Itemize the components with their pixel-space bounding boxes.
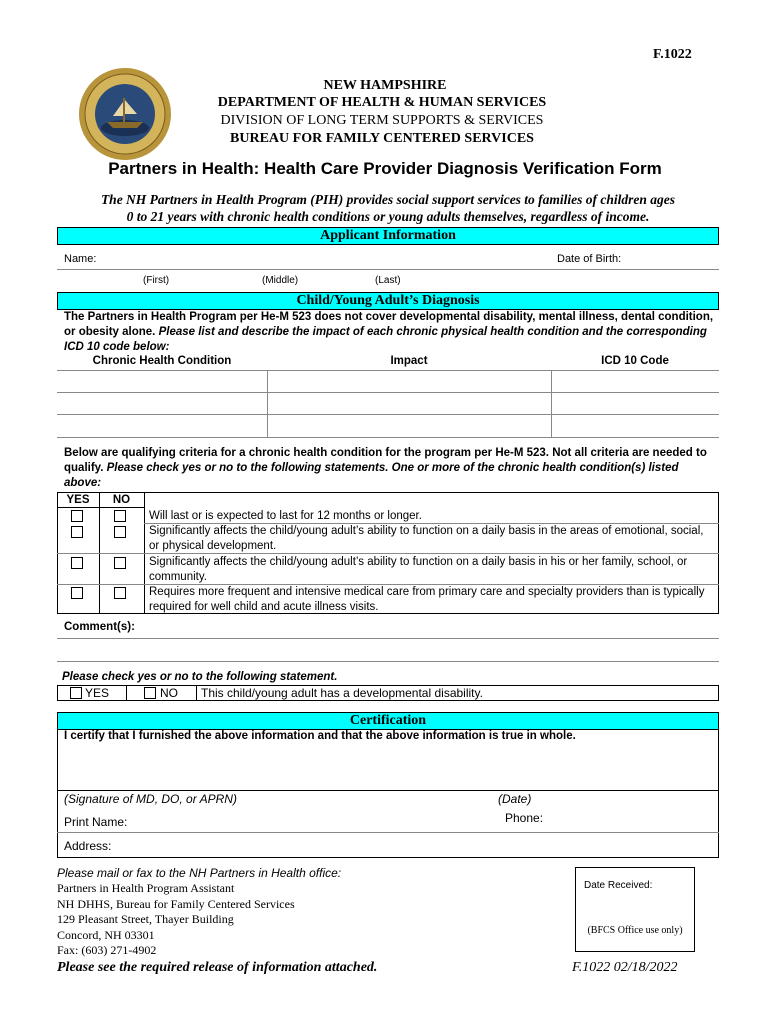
- criterion-2-text: Significantly affects the child/young adult’s ability to function on a daily basis in the areas of emotional, social, or physical development.: [149, 525, 704, 552]
- dev-disability-no-label: NO: [160, 686, 178, 700]
- mailing-line-1: Partners in Health Program Assistant: [57, 881, 235, 895]
- mailing-line-2: NH DHHS, Bureau for Family Centered Services: [57, 896, 295, 911]
- mailing-line-3: 129 Pleasant Street, Thayer Building: [57, 912, 234, 926]
- name-underline: [57, 269, 719, 270]
- criterion-2-yes-checkbox[interactable]: [71, 526, 83, 538]
- signature-line: [57, 790, 719, 791]
- signature-label: (Signature of MD, DO, or APRN): [64, 792, 237, 806]
- diagnosis-intro-italic: Please list and describe the impact of each chronic physical health condition and the corresponding ICD 10 code below:: [64, 326, 707, 353]
- applicant-section-header: Applicant Information: [57, 227, 719, 245]
- criterion-4-text: Requires more frequent and intensive medical care from primary care and specialty providers than is typically required for well child and acute illness visits.: [149, 586, 705, 613]
- icd-input-1[interactable]: [554, 373, 716, 389]
- name-input[interactable]: [100, 251, 540, 265]
- col-header-impact: Impact: [390, 355, 428, 367]
- impact-input-3[interactable]: [270, 417, 548, 434]
- certification-section-header: Certification: [57, 712, 719, 730]
- date-label: (Date): [498, 792, 532, 806]
- comments-input-2[interactable]: [60, 643, 716, 659]
- criterion-2-no-checkbox[interactable]: [114, 526, 126, 538]
- dob-label: Date of Birth:: [557, 253, 622, 265]
- last-name-hint: (Last): [375, 275, 401, 286]
- criterion-4-no-checkbox[interactable]: [114, 587, 126, 599]
- diagnosis-section-header: Child/Young Adult’s Diagnosis: [57, 292, 719, 310]
- dev-disability-no-checkbox[interactable]: [144, 687, 156, 699]
- dev-disability-divider: [126, 685, 127, 701]
- criteria-intro-italic: Please check yes or no to the following statements. One or more of the chronic health condition(s) listed above:: [64, 462, 679, 489]
- release-note: Please see the required release of information attached.: [57, 960, 378, 975]
- icd-input-2[interactable]: [554, 395, 716, 411]
- impact-input-1[interactable]: [270, 373, 548, 389]
- diagnosis-table-divider: [551, 370, 552, 437]
- comments-underline: [57, 638, 719, 639]
- mailing-address: [57, 881, 295, 959]
- icd-input-3[interactable]: [554, 417, 716, 434]
- certification-bottom-line: [57, 857, 719, 858]
- dob-input[interactable]: [634, 251, 718, 265]
- office-use-only-label: (BFCS Office use only): [587, 925, 683, 936]
- first-name-hint: (First): [143, 275, 170, 286]
- mailing-line-4: Concord, NH 03301: [57, 927, 155, 942]
- criteria-intro-bold: Below are qualifying criteria for a chronic health condition for the program per He-M 523. Not all criteria are needed to qualify.: [64, 447, 707, 474]
- comments-input-1[interactable]: [145, 620, 717, 636]
- form-date: F.1022 02/18/2022: [572, 960, 678, 975]
- criteria-intro: [64, 446, 718, 491]
- col-header-icd: ICD 10 Code: [601, 355, 669, 367]
- criterion-4-yes-checkbox[interactable]: [71, 587, 83, 599]
- dev-disability-statement: This child/young adult has a developmental disability.: [201, 686, 483, 700]
- diagnosis-table-rule: [57, 414, 719, 415]
- condition-input-3[interactable]: [60, 417, 264, 434]
- diagnosis-table-rule: [57, 392, 719, 393]
- address-input[interactable]: [118, 838, 716, 854]
- dev-disability-prompt: Please check yes or no to the following statement.: [62, 671, 338, 683]
- condition-input-2[interactable]: [60, 395, 264, 411]
- mailing-line-5: Fax: (603) 271-4902: [57, 943, 157, 957]
- criterion-3-text: Significantly affects the child/young adult’s ability to function on a daily basis in his or her family, school, or community.: [149, 556, 688, 583]
- criterion-1-text: Will last or is expected to last for 12 months or longer.: [149, 510, 422, 522]
- form-number: F.1022: [653, 47, 692, 62]
- address-label: Address:: [64, 839, 112, 853]
- condition-input-1[interactable]: [60, 373, 264, 389]
- phone-input[interactable]: [550, 810, 716, 826]
- mailing-heading: Please mail or fax to the NH Partners in Health office:: [57, 866, 342, 880]
- header-state: NEW HAMPSHIRE: [323, 78, 447, 93]
- print-name-underline: [57, 832, 719, 833]
- impact-input-2[interactable]: [270, 395, 548, 411]
- diagnosis-intro: [64, 310, 716, 355]
- criteria-table-rule: [57, 507, 144, 508]
- diagnosis-table-divider: [267, 370, 268, 437]
- criterion-1-no-checkbox[interactable]: [114, 510, 126, 522]
- header-division: DIVISION OF LONG TERM SUPPORTS & SERVICES: [220, 113, 544, 128]
- criterion-3-yes-checkbox[interactable]: [71, 557, 83, 569]
- phone-label: Phone:: [505, 811, 544, 825]
- comments-label: Comment(s):: [64, 621, 135, 633]
- criterion-1-yes-checkbox[interactable]: [71, 510, 83, 522]
- date-input[interactable]: [498, 770, 716, 788]
- certification-statement: I certify that I furnished the above information and that the above information is true in whole.: [64, 730, 576, 742]
- diagnosis-intro-bold: The Partners in Health Program per He-M 523 does not cover developmental disability, mental illness, dental condition, or obesity alone.: [64, 311, 714, 338]
- header-bureau: BUREAU FOR FAMILY CENTERED SERVICES: [230, 131, 534, 146]
- middle-name-hint: (Middle): [262, 275, 299, 286]
- dev-disability-yes-label: YES: [85, 686, 110, 700]
- no-column-header: NO: [112, 494, 131, 506]
- header-department: DEPARTMENT OF HEALTH & HUMAN SERVICES: [217, 95, 547, 110]
- signature-input[interactable]: [62, 770, 482, 788]
- col-header-condition: Chronic Health Condition: [92, 355, 232, 367]
- criterion-3-no-checkbox[interactable]: [114, 557, 126, 569]
- print-name-label: Print Name:: [64, 815, 128, 829]
- print-name-input[interactable]: [134, 813, 494, 829]
- name-label: Name:: [64, 253, 97, 265]
- form-title: Partners in Health: Health Care Provider Diagnosis Verification Form: [108, 159, 662, 178]
- diagnosis-table-rule: [57, 370, 719, 371]
- date-received-label: Date Received:: [584, 880, 653, 891]
- diagnosis-table-rule: [57, 437, 719, 438]
- intro-line-1: The NH Partners in Health Program (PIH) provides social support services to families of children ages: [100, 192, 676, 207]
- intro-line-2: 0 to 21 years with chronic health conditions or young adults themselves, regardless of income.: [126, 209, 650, 224]
- dev-disability-divider: [196, 685, 197, 701]
- yes-column-header: YES: [66, 494, 90, 506]
- comments-underline: [57, 661, 719, 662]
- dev-disability-yes-checkbox[interactable]: [70, 687, 82, 699]
